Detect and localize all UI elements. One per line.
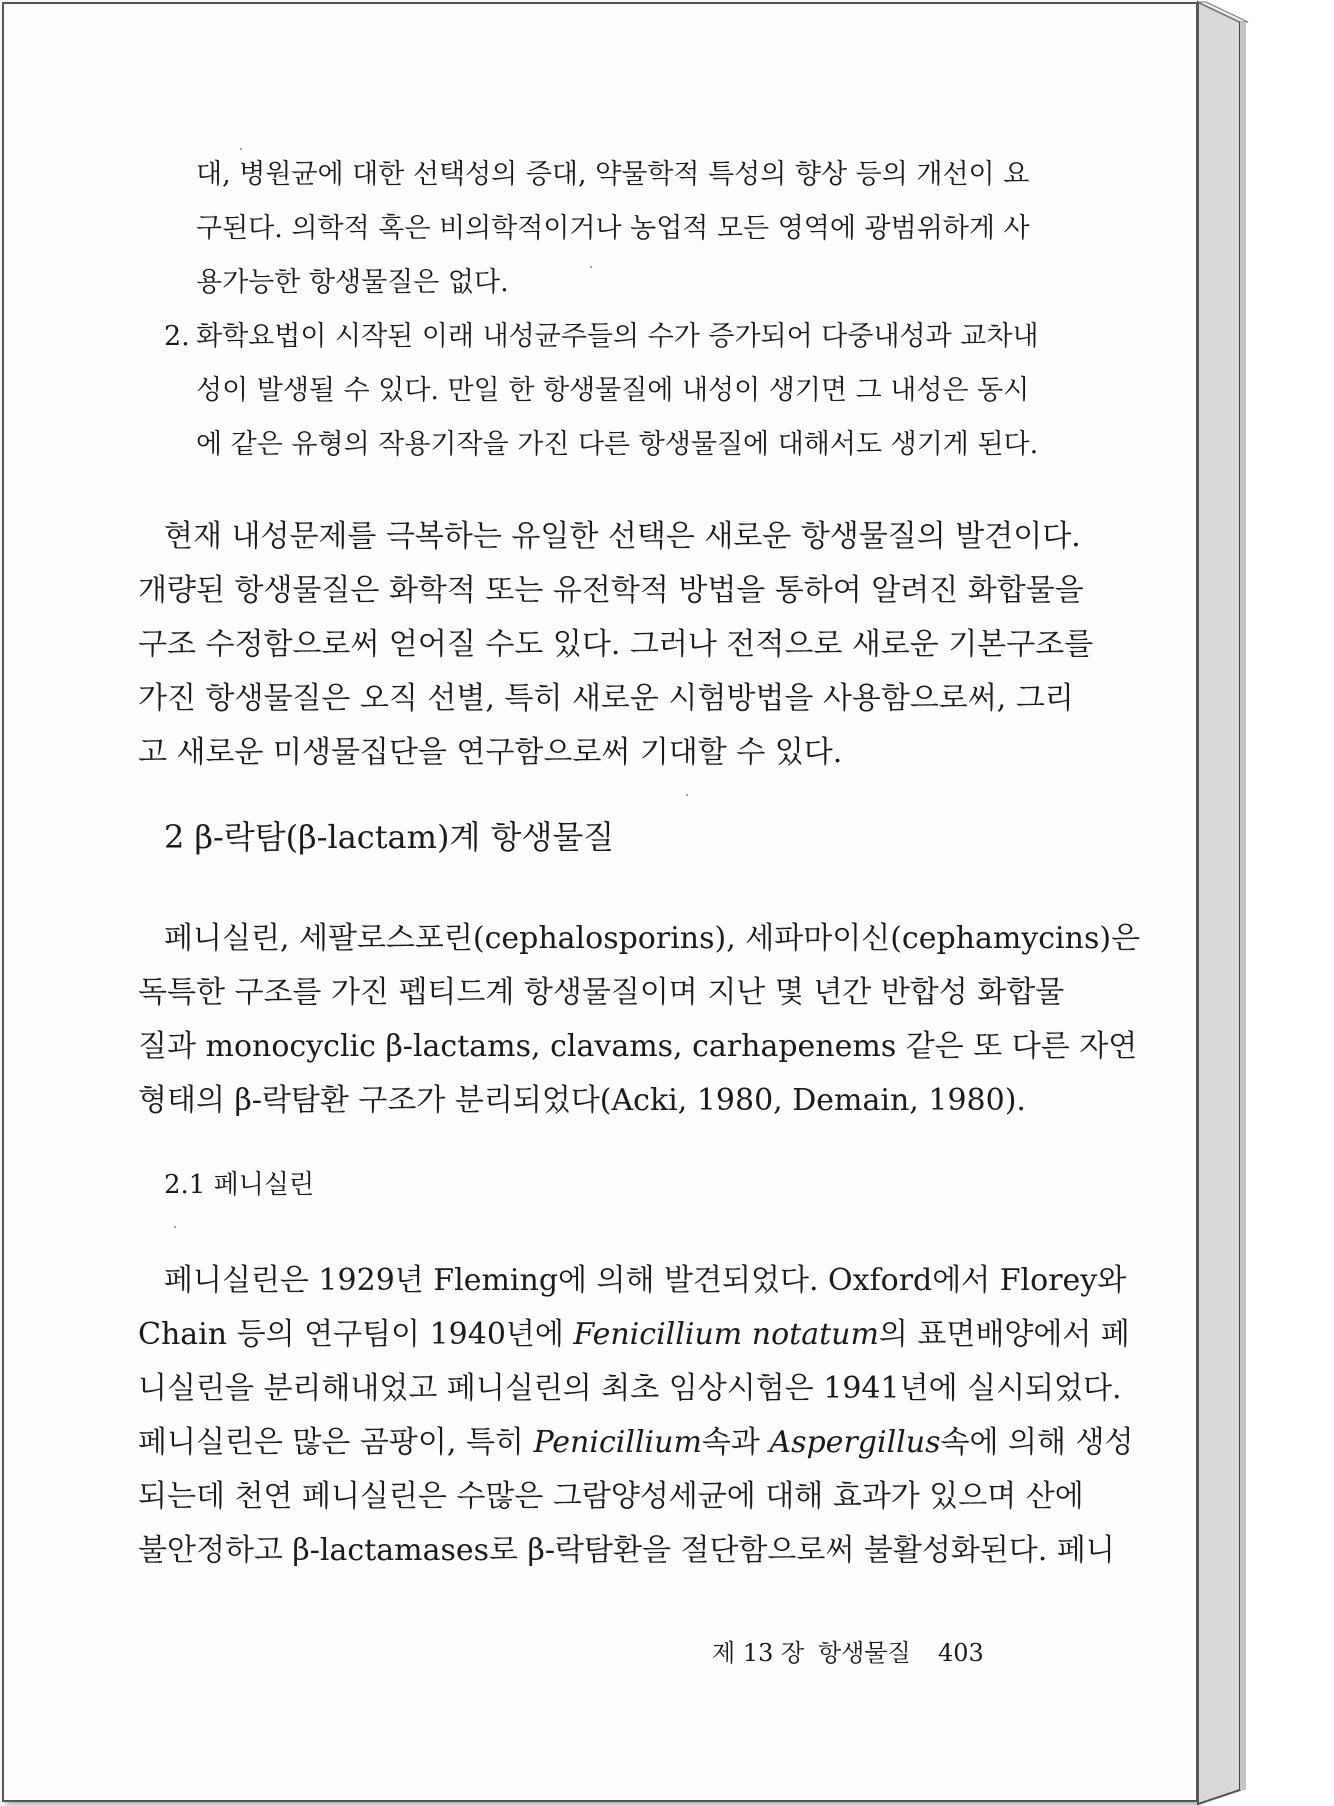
text-line: 형태의 β-락탐환 구조가 분리되었다(Acki, 1980, Demain, 1980).	[138, 1083, 1026, 1118]
text-line: 불안정하고 β-lactamases로 β-락탐환을 절단함으로써 불활성화된다. 페니	[138, 1533, 1115, 1568]
chapter-label: 제 13 장	[712, 1639, 805, 1667]
text-line: 가진 항생물질은 오직 선별, 특히 새로운 시험방법을 사용함으로써, 그리	[138, 681, 1074, 716]
subsection-heading: 2.1 페니실린	[164, 1170, 315, 1200]
text-run: 속에 의해 생성	[940, 1425, 1134, 1460]
text-line: 독특한 구조를 가진 펩티드계 항생물질이며 지난 몇 년간 반합성 화합물	[138, 975, 1065, 1010]
scan-speck	[174, 1226, 176, 1228]
text-line: 되는데 천연 페니실린은 수많은 그람양성세균에 대해 효과가 있으며 산에	[138, 1479, 1084, 1514]
text-line	[138, 1317, 1130, 1352]
text-line: 페니실린, 세팔로스포린(cephalosporins), 세파마이신(cephamycins)은	[164, 921, 1141, 956]
species-name: Fenicillium notatum	[573, 1317, 879, 1352]
text-run: 의 표면배양에서 페	[878, 1317, 1130, 1352]
page-number: 403	[938, 1639, 984, 1667]
text-run: 페니실린은 많은 곰팡이, 특히	[138, 1425, 534, 1460]
text-line: 니실린을 분리해내었고 페니실린의 최초 임상시험은 1941년에 실시되었다.	[138, 1371, 1122, 1406]
list-number: 2.	[164, 321, 190, 352]
genus-name: Aspergillus	[769, 1425, 941, 1460]
text-line: 용가능한 항생물질은 없다.	[196, 267, 509, 298]
text-line: 에 같은 유형의 작용기작을 가진 다른 항생물질에 대해서도 생기게 된다.	[196, 429, 1039, 460]
text-line: 질과 monocyclic β-lactams, clavams, carhapenems 같은 또 다른 자연	[138, 1029, 1138, 1064]
text-line	[138, 1425, 1134, 1460]
text-line: 화학요법이 시작된 이래 내성균주들의 수가 증가되어 다중내성과 교차내	[196, 321, 1039, 352]
text-line: 대, 병원균에 대한 선택성의 증대, 약물학적 특성의 향상 등의 개선이 요	[196, 159, 1030, 190]
text-line: 구조 수정함으로써 얻어질 수도 있다. 그러나 전적으로 새로운 기본구조를	[138, 627, 1094, 662]
text-line: 구된다. 의학적 혹은 비의학적이거나 농업적 모든 영역에 광범위하게 사	[196, 213, 1030, 244]
text-line: 성이 발생될 수 있다. 만일 한 항생물질에 내성이 생기면 그 내성은 동시	[196, 375, 1030, 406]
text-line: 고 새로운 미생물집단을 연구함으로써 기대할 수 있다.	[138, 735, 843, 770]
text-line: 개량된 항생물질은 화학적 또는 유전학적 방법을 통하여 알려진 화합물을	[138, 573, 1084, 608]
text-run: Chain 등의 연구팀이 1940년에	[138, 1317, 574, 1352]
chapter-title: 항생물질	[818, 1639, 911, 1667]
section-heading: 2 β-락탐(β-lactam)계 항생물질	[164, 818, 615, 856]
scan-speck	[240, 148, 242, 150]
genus-name: Penicillium	[533, 1425, 702, 1460]
text-line: 현재 내성문제를 극복하는 유일한 선택은 새로운 항생물질의 발견이다.	[164, 519, 1081, 554]
text-line: 페니실린은 1929년 Fleming에 의해 발견되었다. Oxford에서 Florey와	[164, 1263, 1127, 1298]
text-run: 속과	[701, 1425, 770, 1460]
scan-speck	[590, 266, 592, 268]
scan-speck	[686, 794, 688, 796]
